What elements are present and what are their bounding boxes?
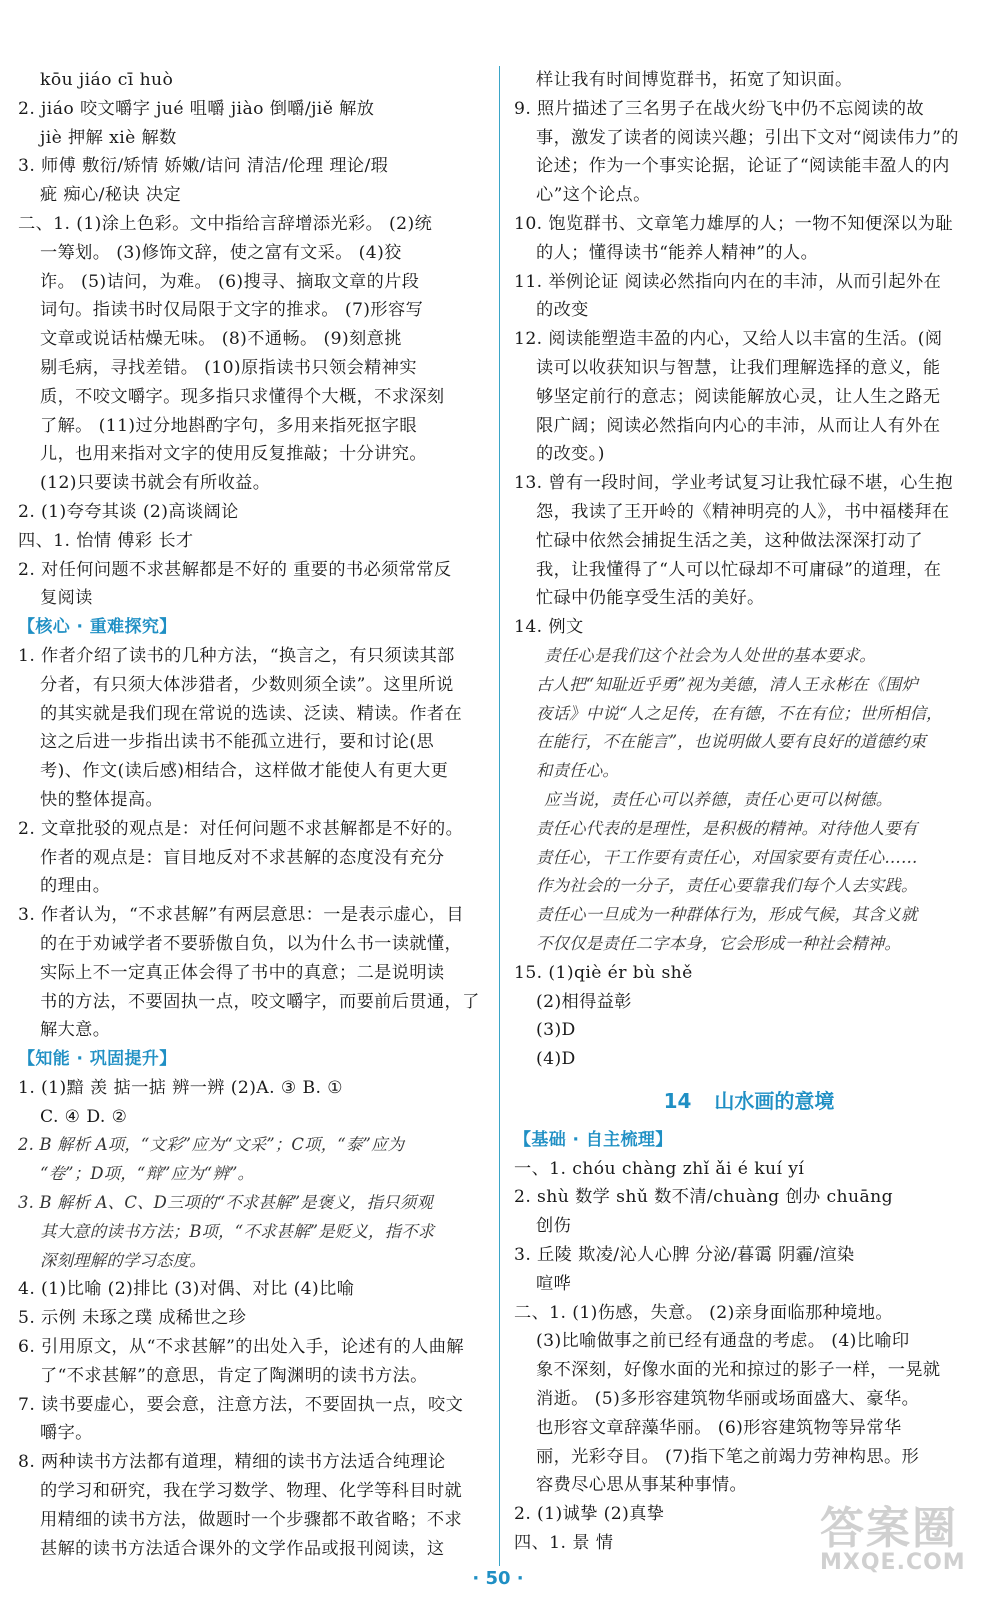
- text-line: 深刻理解的学习态度。: [40, 1250, 206, 1270]
- page-number: · 50 ·: [472, 1568, 524, 1589]
- text-line: 的学习和研究，我在学习数学、物理、化学等科目时就: [40, 1481, 463, 1502]
- text-line: 13. 曾有一段时间，学业考试复习让我忙碌不堪，心生抱: [514, 473, 953, 494]
- text-line: 2. (1)夸夸其谈 (2)高谈阔论: [18, 501, 239, 522]
- column-divider: [499, 66, 500, 1566]
- text-line: 了“不求甚解”的意思，肯定了陶渊明的读书方法。: [40, 1365, 428, 1386]
- text-line: 二、1. (1)涂上色彩。文中指给言辞增添光彩。 (2)统: [18, 213, 433, 234]
- text-line: 11. 举例论证 阅读必然指向内在的丰沛，从而引起外在: [514, 271, 942, 292]
- text-line: C. ④ D. ②: [40, 1106, 128, 1127]
- text-line: 5. 示例 未琢之璞 成稀世之珍: [18, 1308, 247, 1329]
- text-line: 论述；作为一个事实论据，论证了“阅读能丰盈人的内: [536, 156, 950, 177]
- watermark-line2: MXQE.COM: [820, 1550, 966, 1575]
- text-line: 限广阔；阅读必然指向内心的丰沛，从而让人有外在: [536, 415, 941, 436]
- text-line: 7. 读书要虚心，要会意，注意方法，不要固执一点，咬文: [18, 1394, 464, 1415]
- text-line: 的理由。: [40, 876, 111, 897]
- text-line: 的改变。): [536, 444, 605, 465]
- section-header: 【知能 · 巩固提升】: [18, 1049, 177, 1070]
- text-line: 一、1. chóu chàng zhǐ ǎi é kuí yí: [514, 1158, 805, 1179]
- text-line: 心”这个论点。: [536, 185, 651, 206]
- text-line: “卷”；D项，“辩”应为“辨”。: [40, 1164, 255, 1184]
- text-line: 够坚定前行的意志；阅读能解放心灵，让人生之路无: [536, 386, 941, 407]
- right-column: [514, 66, 984, 1558]
- chapter-number: 14: [663, 1088, 692, 1113]
- text-line: 创伤: [536, 1216, 572, 1237]
- text-line: 3. B 解析 A、C、D三项的“不求甚解”是褒义，指只须观: [18, 1193, 434, 1213]
- text-line: 古人把“知耻近乎勇”视为美德，清人王永彬在《围炉: [536, 674, 919, 694]
- text-line: 责任心是我们这个社会为人处世的基本要求。: [544, 645, 876, 665]
- text-line: kōu jiáo cī huò: [40, 70, 174, 90]
- text-line: 容费尽心思从事某种事情。: [536, 1475, 748, 1496]
- chapter-title: 山水画的意境: [714, 1088, 835, 1113]
- left-column: [18, 66, 486, 1563]
- text-line: 这之后进一步指出读书不能孤立进行，要和讨论(思: [40, 732, 435, 753]
- text-line: 剔毛病，寻找差错。 (10)原指读书只领会精神实: [40, 357, 417, 378]
- text-line: 6. 引用原文，从“不求甚解”的出处入手，论述有的人曲解: [18, 1337, 464, 1358]
- text-line: 考)、作文(读后感)相结合，这样做才能使人有更大更: [40, 761, 449, 782]
- text-line: 2. 对任何问题不求甚解都是不好的 重要的书必须常常反: [18, 559, 452, 580]
- text-line: (12)只要读书就会有所收益。: [40, 473, 271, 494]
- text-line: (4)D: [536, 1049, 576, 1070]
- text-line: 4. (1)比喻 (2)排比 (3)对偶、对比 (4)比喻: [18, 1279, 355, 1300]
- text-line: 责任心代表的是理性，是积极的精神。对待他人要有: [536, 818, 918, 838]
- text-line: 一筹划。 (3)修饰文辞，使之富有文采。 (4)狡: [40, 242, 402, 263]
- text-line: 2. B 解析 A项，“文彩”应为“文采”；C项，“泰”应为: [18, 1135, 405, 1155]
- text-line: 2. (1)诚挚 (2)真挚: [514, 1504, 665, 1525]
- chapter-heading: [514, 1078, 984, 1124]
- text-line: 用精细的读书方法，做题时一个步骤都不敢省略；不求: [40, 1509, 463, 1530]
- text-line: 我，让我懂得了“人可以忙碌却不可庸碌”的道理，在: [536, 559, 942, 580]
- text-line: 12. 阅读能塑造丰盈的内心，又给人以丰富的生活。(阅: [514, 329, 943, 350]
- text-line: 事，激发了读者的阅读兴趣；引出下文对“阅读伟力”的: [536, 127, 959, 148]
- text-line: 的改变: [536, 300, 589, 321]
- text-line: 二、1. (1)伤感，失意。 (2)亲身面临那种境地。: [514, 1302, 894, 1323]
- text-line: 读可以收获知识与智慧，让我们理解选择的意义，能: [536, 357, 941, 378]
- text-line: 象不深刻，好像水面的光和掠过的影子一样，一晃就: [536, 1360, 941, 1381]
- text-line: 词句。指读书时仅局限于文字的推求。 (7)形容写: [40, 300, 424, 321]
- text-line: 喧哗: [536, 1273, 572, 1294]
- text-line: jiè 押解 xiè 解数: [40, 127, 177, 148]
- text-line: 10. 饱览群书、文章笔力雄厚的人；一物不知便深以为耻: [514, 213, 953, 234]
- text-line: 1. 作者介绍了读书的几种方法，“换言之，有只须读其部: [18, 645, 455, 666]
- text-line: 夜话》中说“人之足传，在有德，不在有位；世所相信，: [536, 703, 943, 723]
- text-line: 3. 师傅 敷衍/矫情 娇嫩/诘问 清洁/伦理 理论/瑕: [18, 156, 389, 177]
- text-line: 儿，也用来指对文字的使用反复推敲；十分讲究。: [40, 444, 427, 465]
- text-line: (3)D: [536, 1020, 576, 1041]
- text-line: 其大意的读书方法；B项，“不求甚解”是贬义，指不求: [40, 1221, 435, 1241]
- text-line: 责任心，干工作要有责任心，对国家要有责任心……: [536, 847, 918, 867]
- text-line: 分者，有只须大体涉猎者，少数则须全读”。这里所说: [40, 674, 454, 695]
- text-line: 责任心一旦成为一种群体行为，形成气候，其含义就: [536, 905, 918, 925]
- text-line: 快的整体提高。: [40, 789, 164, 810]
- text-line: 9. 照片描述了三名男子在战火纷飞中仍不忘阅读的故: [514, 98, 924, 119]
- text-line: 嚼字。: [40, 1423, 93, 1444]
- text-line: 甚解的读书方法适合课外的文学作品或报刊阅读，这: [40, 1538, 445, 1559]
- text-line: 诈。 (5)诘问，为难。 (6)搜寻、摘取文章的片段: [40, 271, 420, 292]
- text-line: 文章或说话枯燥无味。 (8)不通畅。 (9)刻意挑: [40, 329, 402, 350]
- text-line: 的其实就是我们现在常说的选读、泛读、精读。作者在: [40, 703, 463, 724]
- text-line: (3)比喻做事之前已经有通盘的考虑。 (4)比喻印: [536, 1331, 910, 1352]
- text-line: 实际上不一定真正体会得了书中的真意；二是说明读: [40, 962, 445, 983]
- text-line: 的人；懂得读书“能养人精神”的人。: [536, 242, 819, 263]
- text-line: 复阅读: [40, 588, 93, 609]
- text-line: 2. 文章批驳的观点是：对任何问题不求甚解都是不好的。: [18, 818, 464, 839]
- text-line: 忙碌中依然会捕捉生活之美，这种做法深深打动了: [536, 530, 923, 551]
- text-line: 作为社会的一分子，责任心要靠我们每个人去实践。: [536, 876, 918, 896]
- text-line: 15. (1)qiè ér bù shě: [514, 962, 693, 983]
- text-line: 2. jiáo 咬文嚼字 jué 咀嚼 jiào 倒嚼/jiě 解放: [18, 98, 375, 119]
- text-line: 怨，我读了王开岭的《精神明亮的人》，书中福楼拜在: [536, 501, 950, 522]
- section-header: 【核心 · 重难探究】: [18, 617, 177, 638]
- text-line: 作者的观点是：盲目地反对不求甚解的态度没有充分: [40, 847, 445, 868]
- text-line: 8. 两种读书方法都有道理，精细的读书方法适合纯理论: [18, 1452, 446, 1473]
- text-line: 3. 作者认为，“不求甚解”有两层意思：一是表示虚心，目: [18, 905, 464, 926]
- text-line: 样让我有时间博览群书，拓宽了知识面。: [536, 70, 853, 90]
- text-line: 疵 痴心/秘诀 决定: [40, 185, 182, 206]
- text-line: 不仅仅是责任二字本身，它会形成一种社会精神。: [536, 933, 901, 953]
- text-line: 四、1. 怡情 傅彩 长才: [18, 530, 194, 551]
- text-line: 的在于劝诫学者不要骄傲自负，以为什么书一读就懂，: [40, 933, 463, 954]
- text-line: 了解。 (11)过分地斟酌字句，多用来指死抠字眼: [40, 415, 417, 436]
- text-line: 忙碌中仍能享受生活的美好。: [536, 588, 765, 609]
- section-header: 【基础 · 自主梳理】: [514, 1129, 673, 1150]
- text-line: 1. (1)黯 羡 掂一掂 辨一辨 (2)A. ③ B. ①: [18, 1077, 344, 1098]
- text-line: 和责任心。: [536, 761, 619, 781]
- text-line: 解大意。: [40, 1020, 111, 1041]
- text-line: 14. 例文: [514, 617, 584, 638]
- text-line: 四、1. 景 情: [514, 1533, 614, 1554]
- text-line: 消逝。 (5)多形容建筑物华丽或场面盛大、豪华。: [536, 1389, 920, 1410]
- text-line: 3. 丘陵 欺凌/沁人心脾 分泌/暮霭 阴霾/渲染: [514, 1245, 855, 1266]
- text-line: 书的方法，不要固执一点，咬文嚼字，而要前后贯通，了: [40, 991, 480, 1012]
- text-line: 也形容文章辞藻华丽。 (6)形容建筑物等异常华: [536, 1417, 902, 1438]
- text-line: (2)相得益彰: [536, 991, 632, 1012]
- text-line: 应当说，责任心可以养德，责任心更可以树德。: [544, 789, 893, 809]
- watermark-logo: [820, 1492, 980, 1582]
- right-column-top: [514, 66, 984, 1074]
- watermark-line1: 答案圈: [820, 1503, 958, 1554]
- text-line: 2. shù 数学 shǔ 数不清/chuàng 创办 chuāng: [514, 1187, 893, 1208]
- text-line: 质，不咬文嚼字。现多指只求懂得个大概，不求深刻: [40, 386, 445, 407]
- text-line: 在能行，不在能言”，也说明做人要有良好的道德约束: [536, 732, 927, 752]
- text-line: 丽，光彩夺目。 (7)指下笔之前竭力劳神构思。形: [536, 1446, 920, 1467]
